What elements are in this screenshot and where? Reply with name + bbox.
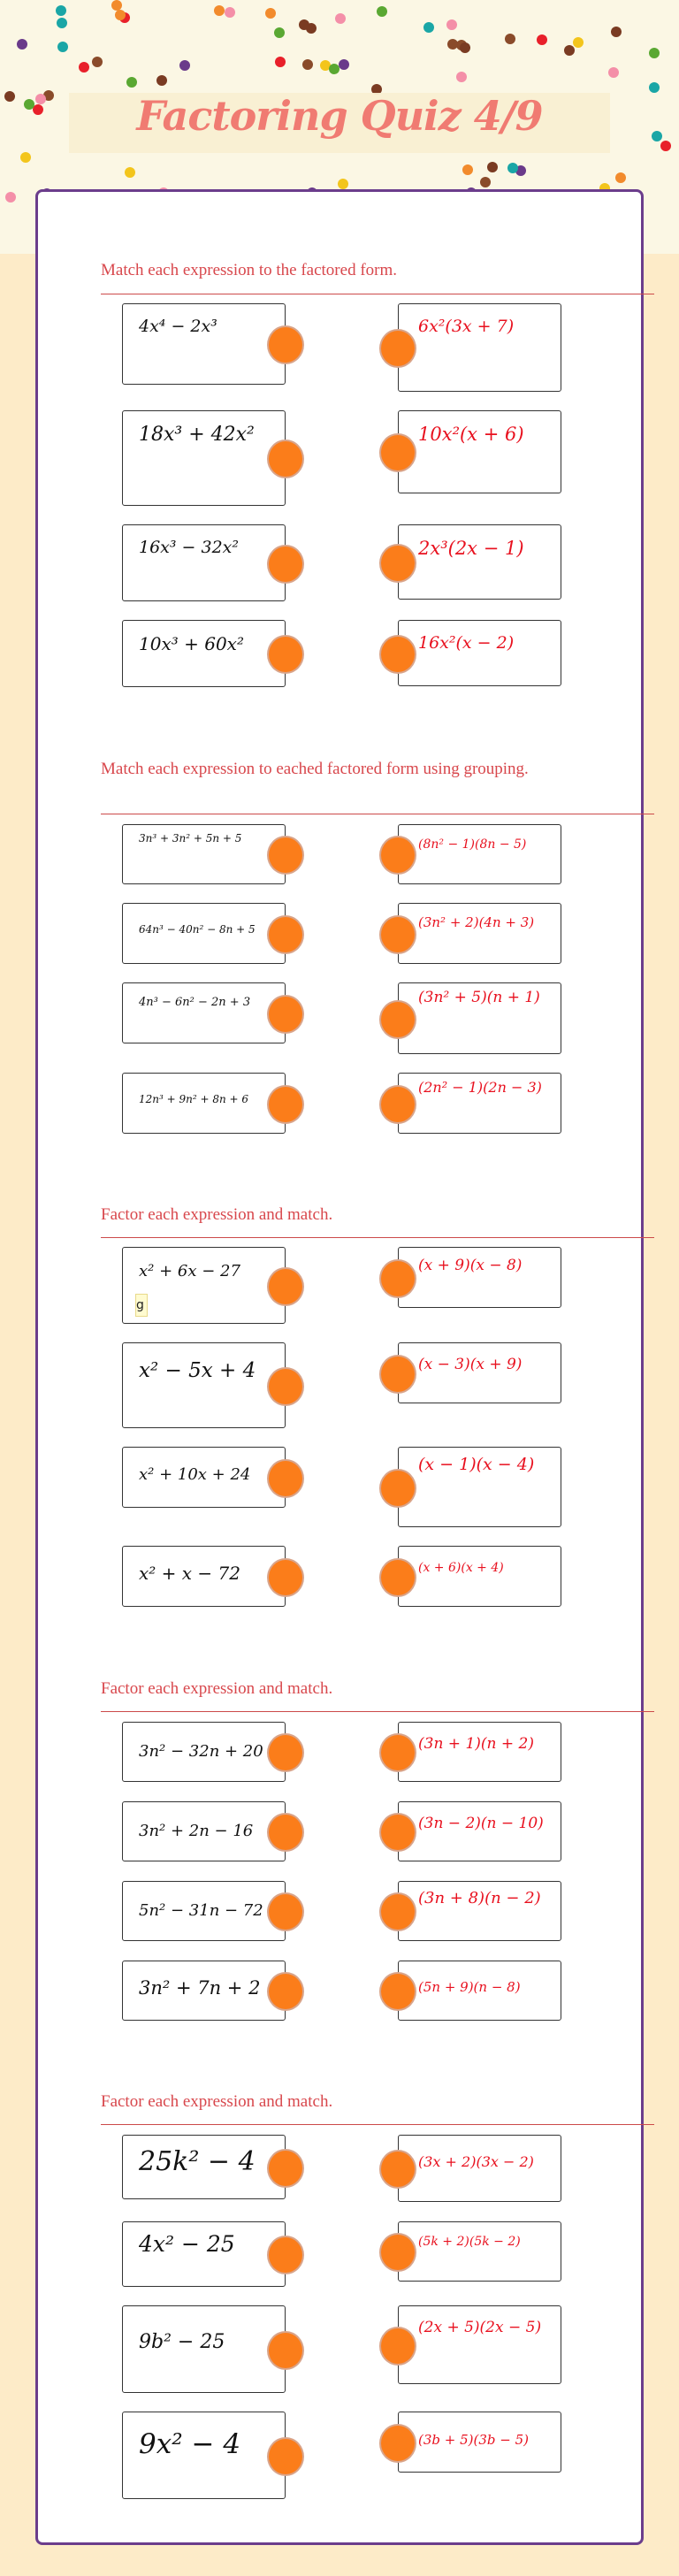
confetti-dot (480, 177, 491, 187)
match-connector-right[interactable] (379, 1972, 416, 2011)
confetti-dot (329, 64, 340, 74)
confetti-dot (274, 27, 285, 38)
factored-form-text: (3n + 8)(n − 2) (418, 1889, 541, 1907)
expression-text: x² + 6x − 27 (139, 1262, 240, 1280)
confetti-dot (17, 39, 27, 50)
factored-form-text: 16x²(x − 2) (418, 633, 515, 653)
expression-text: x² − 5x + 4 (139, 1359, 256, 1382)
match-connector-left[interactable] (267, 635, 304, 674)
match-connector-left[interactable] (267, 836, 304, 875)
expression-text: 3n² + 2n − 16 (139, 1822, 254, 1840)
factored-form-text: (x + 9)(x − 8) (418, 1257, 523, 1274)
expression-text: 3n³ + 3n² + 5n + 5 (139, 832, 242, 845)
expression-card[interactable] (122, 982, 286, 1043)
match-connector-right[interactable] (379, 433, 416, 472)
confetti-dot (275, 57, 286, 67)
expression-card[interactable] (122, 824, 286, 884)
match-connector-left[interactable] (267, 1367, 304, 1406)
match-connector-right[interactable] (379, 635, 416, 674)
section-divider (101, 2124, 654, 2125)
confetti-dot (35, 94, 46, 104)
match-connector-left[interactable] (267, 2437, 304, 2476)
match-connector-left[interactable] (267, 325, 304, 364)
expression-card[interactable] (122, 1961, 286, 2021)
expression-card[interactable] (122, 303, 286, 385)
expression-text: 18x³ + 42x² (139, 424, 255, 446)
confetti-dot (507, 163, 518, 173)
match-connector-right[interactable] (379, 544, 416, 583)
confetti-dot (5, 192, 16, 203)
factored-form-card[interactable] (398, 1961, 561, 2021)
expression-text: 64n³ − 40n² − 8n + 5 (139, 923, 256, 936)
expression-text: 9x² − 4 (139, 2428, 241, 2460)
section-heading: Factor each expression and match. (101, 1205, 333, 1224)
factored-form-card[interactable] (398, 2221, 561, 2282)
expression-text: x² + x − 72 (139, 1563, 240, 1584)
factored-form-text: (x − 1)(x − 4) (418, 1455, 535, 1474)
confetti-dot (57, 42, 68, 52)
confetti-dot (125, 167, 135, 178)
match-connector-left[interactable] (267, 1813, 304, 1852)
expression-text: 4n³ − 6n² − 2n + 3 (139, 996, 251, 1009)
factored-form-card[interactable] (398, 1801, 561, 1861)
section-heading: Match each expression to the factored form. (101, 261, 398, 279)
factored-form-text: 2x³(2x − 1) (418, 538, 524, 559)
expression-card[interactable] (122, 2221, 286, 2287)
factored-form-card[interactable] (398, 2135, 561, 2202)
factored-form-card[interactable] (398, 410, 561, 493)
expression-card[interactable] (122, 524, 286, 601)
match-connector-right[interactable] (379, 1469, 416, 1508)
expression-card[interactable] (122, 1546, 286, 1607)
section-divider (101, 1237, 654, 1238)
factored-form-card[interactable] (398, 982, 561, 1054)
confetti-dot (460, 42, 470, 53)
factored-form-text: (5k + 2)(5k − 2) (418, 2235, 521, 2249)
match-connector-right[interactable] (379, 1259, 416, 1298)
confetti-dot (179, 60, 190, 71)
expression-text: x² + 10x + 24 (139, 1465, 251, 1484)
expression-card[interactable] (122, 1073, 286, 1134)
expression-card[interactable] (122, 1342, 286, 1428)
section-heading: Factor each expression and match. (101, 2092, 333, 2111)
match-connector-right[interactable] (379, 2327, 416, 2366)
expression-card[interactable] (122, 2135, 286, 2199)
confetti-dot (115, 10, 126, 20)
match-connector-right[interactable] (379, 836, 416, 875)
confetti-dot (57, 18, 67, 28)
confetti-dot (649, 82, 660, 93)
confetti-dot (339, 59, 349, 70)
expression-card[interactable] (122, 903, 286, 964)
confetti-dot (265, 8, 276, 19)
match-connector-left[interactable] (267, 545, 304, 584)
section-heading: Match each expression to eached factored form using grouping. (101, 760, 529, 778)
confetti-dot (487, 162, 498, 172)
expression-text: 16x³ − 32x² (139, 538, 240, 557)
match-connector-left[interactable] (267, 915, 304, 954)
page-title: Factoring Quiz 4/9 (136, 92, 543, 140)
expression-text: 3n² + 7n + 2 (139, 1977, 261, 1999)
factored-form-card[interactable] (398, 824, 561, 884)
factored-form-card[interactable] (398, 2412, 561, 2473)
confetti-dot (24, 99, 34, 110)
factored-form-text: (3n² + 2)(4n + 3) (418, 914, 535, 930)
match-connector-right[interactable] (379, 329, 416, 368)
factored-form-card[interactable] (398, 1546, 561, 1607)
confetti-dot (335, 13, 346, 24)
confetti-dot (56, 5, 66, 16)
confetti-dot (156, 75, 167, 86)
match-connector-left[interactable] (267, 440, 304, 478)
confetti-dot (611, 27, 622, 37)
match-connector-left[interactable] (267, 2331, 304, 2370)
expression-card[interactable] (122, 2305, 286, 2393)
confetti-dot (214, 5, 225, 16)
factored-form-card[interactable] (398, 1342, 561, 1403)
confetti-dot (299, 19, 309, 30)
expression-text: 3n² − 32n + 20 (139, 1742, 263, 1761)
factored-form-text: (2n² − 1)(2n − 3) (418, 1079, 542, 1096)
expression-card[interactable] (122, 410, 286, 506)
factored-form-text: (3x + 2)(3x − 2) (418, 2153, 534, 2170)
confetti-dot (456, 72, 467, 82)
expression-card[interactable] (122, 1801, 286, 1861)
factored-form-card[interactable] (398, 524, 561, 600)
confetti-dot (225, 7, 235, 18)
confetti-dot (20, 152, 31, 163)
factored-form-text: 6x²(3x + 7) (418, 317, 515, 336)
match-connector-right[interactable] (379, 915, 416, 954)
match-connector-left[interactable] (267, 995, 304, 1034)
confetti-dot (126, 77, 137, 88)
confetti-dot (660, 141, 671, 151)
match-connector-right[interactable] (379, 1558, 416, 1597)
expression-text: 25k² − 4 (139, 2146, 256, 2177)
factored-form-text: (3n − 2)(n − 10) (418, 1815, 544, 1832)
match-connector-left[interactable] (267, 1459, 304, 1498)
expression-card[interactable] (122, 1447, 286, 1508)
confetti-dot (649, 48, 660, 58)
confetti-dot (302, 59, 313, 70)
match-connector-left[interactable] (267, 1733, 304, 1772)
factored-form-text: (x − 3)(x + 9) (418, 1356, 523, 1373)
match-connector-right[interactable] (379, 1085, 416, 1124)
confetti-dot (564, 45, 575, 56)
expression-text: 4x⁴ − 2x³ (139, 317, 217, 336)
expression-text: 4x² − 25 (139, 2231, 235, 2257)
confetti-dot (462, 164, 473, 175)
confetti-dot (652, 131, 662, 141)
factored-form-text: (8n² − 1)(8n − 5) (418, 837, 527, 852)
match-connector-left[interactable] (267, 1267, 304, 1306)
expression-card[interactable] (122, 620, 286, 687)
factored-form-text: 10x²(x + 6) (418, 424, 524, 445)
factored-form-card[interactable] (398, 2305, 561, 2384)
factored-form-card[interactable] (398, 1447, 561, 1527)
quiz-card (35, 189, 644, 2545)
confetti-dot (573, 37, 584, 48)
section-heading: Factor each expression and match. (101, 1679, 333, 1698)
expression-card[interactable] (122, 1722, 286, 1782)
factored-form-card[interactable] (398, 620, 561, 686)
confetti-dot (92, 57, 103, 67)
expression-text: 10x³ + 60x² (139, 633, 244, 654)
match-connector-left[interactable] (267, 1972, 304, 2011)
match-connector-right[interactable] (379, 1355, 416, 1394)
expression-text: 9b² − 25 (139, 2331, 225, 2353)
confetti-dot (377, 6, 387, 17)
tooltip-fragment: g (135, 1294, 148, 1317)
match-connector-right[interactable] (379, 1813, 416, 1852)
match-connector-right[interactable] (379, 1000, 416, 1039)
expression-card[interactable] (122, 2412, 286, 2499)
confetti-dot (615, 172, 626, 183)
factored-form-card[interactable] (398, 1722, 561, 1782)
factored-form-card[interactable] (398, 1247, 561, 1308)
section-divider (101, 1711, 654, 1712)
expression-card[interactable] (122, 1247, 286, 1324)
factored-form-card[interactable] (398, 903, 561, 964)
factored-form-card[interactable] (398, 1073, 561, 1134)
confetti-dot (79, 62, 89, 73)
confetti-dot (4, 91, 15, 102)
expression-text: 12n³ + 9n² + 8n + 6 (139, 1093, 249, 1105)
match-connector-left[interactable] (267, 1085, 304, 1124)
confetti-dot (608, 67, 619, 78)
match-connector-left[interactable] (267, 2236, 304, 2274)
factored-form-text: (x + 6)(x + 4) (418, 1561, 504, 1575)
factored-form-card[interactable] (398, 1881, 561, 1941)
expression-card[interactable] (122, 1881, 286, 1941)
match-connector-right[interactable] (379, 1733, 416, 1772)
confetti-dot (338, 179, 348, 189)
match-connector-left[interactable] (267, 2149, 304, 2188)
match-connector-right[interactable] (379, 2424, 416, 2463)
factored-form-card[interactable] (398, 303, 561, 392)
match-connector-left[interactable] (267, 1558, 304, 1597)
match-connector-left[interactable] (267, 1892, 304, 1931)
confetti-dot (423, 22, 434, 33)
expression-text: 5n² − 31n − 72 (139, 1901, 263, 1920)
match-connector-right[interactable] (379, 1892, 416, 1931)
factored-form-text: (3b + 5)(3b − 5) (418, 2432, 529, 2448)
confetti-dot (446, 19, 457, 30)
factored-form-text: (2x + 5)(2x − 5) (418, 2319, 542, 2336)
confetti-dot (537, 34, 547, 45)
confetti-dot (505, 34, 515, 44)
factored-form-text: (3n + 1)(n + 2) (418, 1735, 534, 1753)
factored-form-text: (5n + 9)(n − 8) (418, 1979, 521, 1995)
factored-form-text: (3n² + 5)(n + 1) (418, 989, 540, 1006)
match-connector-right[interactable] (379, 2150, 416, 2189)
match-connector-right[interactable] (379, 2233, 416, 2272)
